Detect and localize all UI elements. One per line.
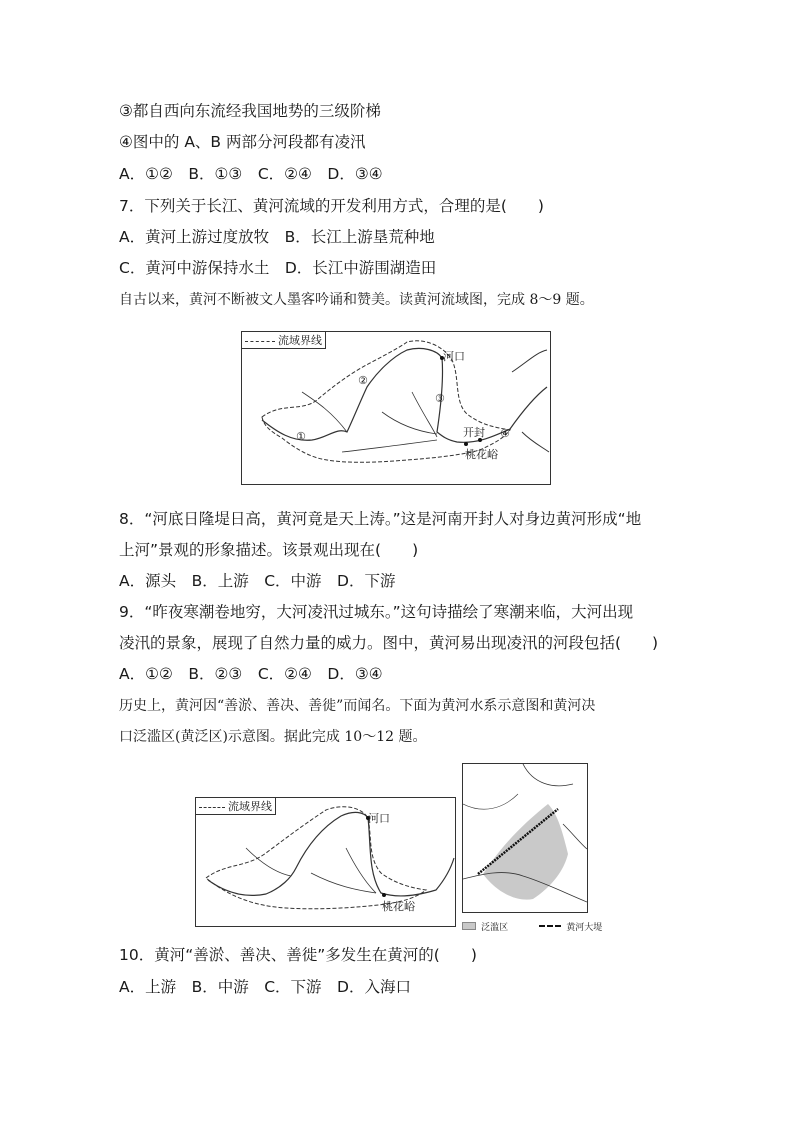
boundary-line — [463, 794, 518, 809]
tributary-1 — [346, 848, 376, 893]
label-hekou: 河口 — [443, 350, 465, 363]
label-taohuayu: 桃花峪 — [382, 900, 415, 913]
q10-stem: 10．黄河“善淤、善决、善徙”多发生在黄河的( ) — [119, 946, 477, 964]
river-map-graphic — [242, 332, 550, 484]
basin-boundary — [206, 807, 426, 909]
label-taohuayu: 桃花峪 — [465, 448, 498, 461]
label-kaifeng: 开封 — [463, 426, 485, 439]
q6-option-3: ③都自西向东流经我国地势的三级阶梯 — [119, 102, 381, 120]
q9-choices: A．①② B．②③ C．②④ D．③④ — [119, 665, 383, 683]
flood-area-graphic — [463, 764, 587, 912]
label-segment-4: ④ — [500, 427, 510, 440]
q6-option-4: ④图中的 A、B 两部分河段都有凌汛 — [119, 133, 366, 151]
flood-area-map — [462, 763, 588, 913]
label-hekou: 河口 — [368, 812, 390, 825]
label-segment-2: ② — [358, 374, 368, 387]
basin-boundary — [262, 341, 510, 463]
tributary-1 — [412, 392, 437, 437]
intro-8-9: 自古以来，黄河不断被文人墨客吟诵和赞美。读黄河流域图，完成 8～9 题。 — [119, 292, 594, 308]
flood-area — [483, 804, 568, 900]
yellow-river-basin-map — [241, 331, 551, 485]
legend-label: 流域界线 — [278, 334, 322, 347]
dike-legend-icon — [539, 925, 561, 927]
label-segment-3: ③ — [435, 392, 445, 405]
taohuayu-dot — [382, 893, 386, 897]
q8-choices: A．源头 B．上游 C．中游 D．下游 — [119, 572, 396, 590]
q10-choices: A．上游 B．中游 C．下游 D．入海口 — [119, 978, 411, 996]
q6-choices: A．①② B．①③ C．②④ D．③④ — [119, 165, 383, 183]
tributary-2 — [311, 873, 376, 893]
intro-10-12-line1: 历史上，黄河因“善淤、善决、善徙”而闻名。下面为黄河水系示意图和黄河决 — [119, 698, 596, 714]
river-system-graphic — [196, 798, 455, 926]
q9-stem-line1: 9．“昨夜寒潮卷地穷，大河凌汛过城东。”这句诗描绘了寒潮来临，大河出现 — [119, 603, 634, 621]
flood-map-legend — [462, 915, 602, 934]
dike-legend-label: 黄河大堤 — [566, 923, 603, 933]
q8-stem-line1: 8．“河底日隆堤日高，黄河竟是天上涛。”这是河南开封人对身边黄河形成“地 — [119, 510, 642, 528]
q7-choices-ab: A．黄河上游过度放牧 B．长江上游垦荒种地 — [119, 228, 435, 246]
coastline — [512, 350, 549, 452]
legend-label: 流域界线 — [228, 800, 272, 813]
tributary-3 — [302, 392, 347, 432]
intro-10-12-line2: 口泛滥区(黄泛区)示意图。据此完成 10～12 题。 — [119, 729, 427, 745]
q8-stem-line2: 上河”景观的形象描述。该景观出现在( ) — [119, 541, 419, 559]
q7-stem: 7．下列关于长江、黄河流域的开发利用方式，合理的是( ) — [119, 197, 544, 215]
q7-choices-cd: C．黄河中游保持水土 D．长江中游围湖造田 — [119, 259, 437, 277]
tributary-3 — [246, 848, 291, 876]
flood-area-legend-icon — [462, 922, 476, 930]
yellow-river-system-map — [195, 797, 456, 927]
tributary-4 — [342, 440, 437, 452]
flood-area-legend-label: 泛滥区 — [481, 923, 509, 933]
yellow-river-main — [208, 812, 454, 895]
q9-stem-line2: 凌汛的景象，展现了自然力量的威力。图中，黄河易出现凌汛的河段包括( ) — [119, 634, 659, 652]
label-segment-1: ① — [296, 430, 306, 443]
